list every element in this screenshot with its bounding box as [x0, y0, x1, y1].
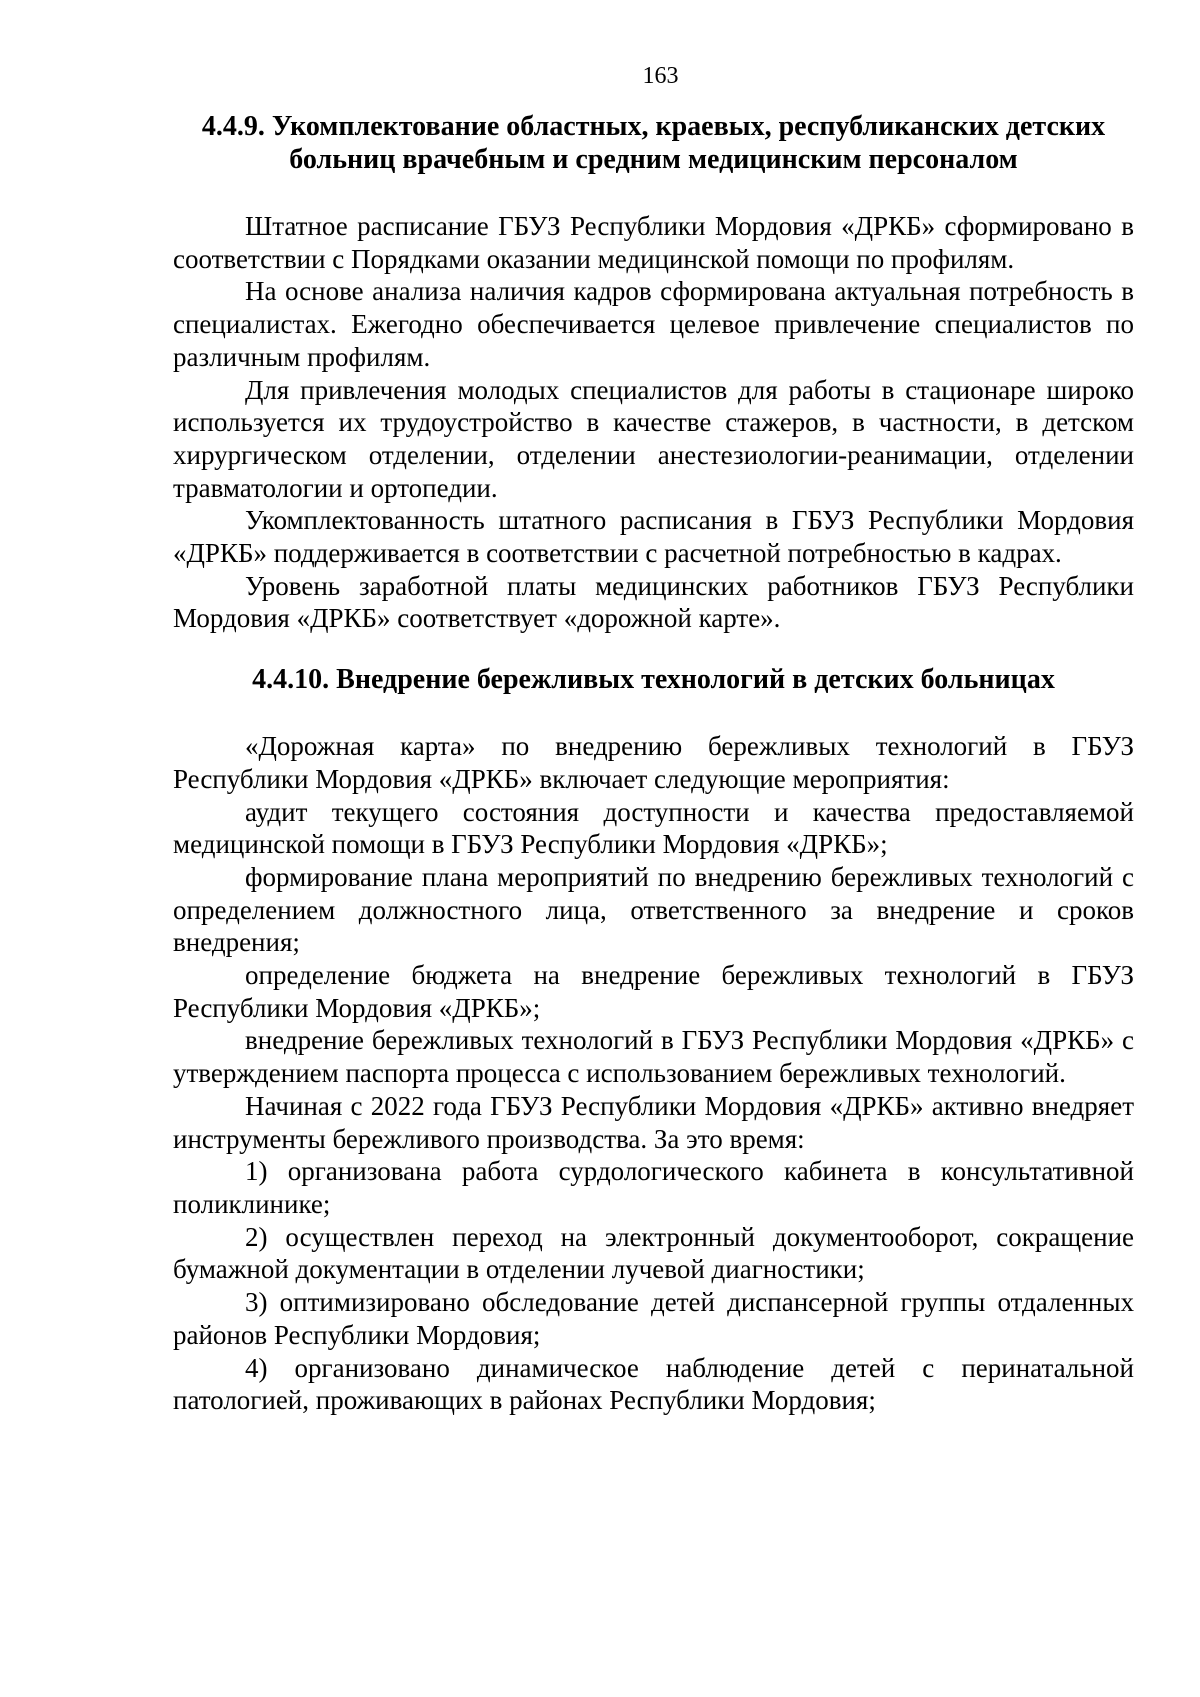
numbered-item: 4) организовано динамическое наблюдение детей с перинатальной патологией, проживающих в районах Республики Мордовия; [173, 1352, 1134, 1416]
paragraph: Укомплектованность штатного расписания в ГБУЗ Республики Мордовия «ДРКБ» поддерживается в соответствии с расчетной потребностью в кадрах. [173, 505, 1134, 569]
paragraph: Начиная с 2022 года ГБУЗ Республики Мордовия «ДРКБ» активно внедряет инструменты бережливого производства. За это время: [173, 1090, 1134, 1154]
section-4-4-9-title-line2: больниц врачебным и средним медицинским персоналом [289, 144, 1018, 175]
section-4-4-9-title [173, 110, 1134, 176]
section-4-4-9-title-line1: 4.4.9. Укомплектование областных, краевых, республиканских детских [201, 111, 1106, 142]
paragraph: Для привлечения молодых специалистов для работы в стационаре широко используется их трудоустройство в качестве стажеров, в частности, в детском хирургическом отделении, отделении анестезиологии-реанимации, отделении травматологии и ортопедии. [173, 374, 1134, 503]
list-item: внедрение бережливых технологий в ГБУЗ Республики Мордовия «ДРКБ» с утверждением паспорта процесса с использованием бережливых технологий. [173, 1025, 1134, 1089]
numbered-item: 1) организована работа сурдологического кабинета в консультативной поликлинике; [173, 1156, 1134, 1219]
page-number: 163 [642, 63, 679, 89]
paragraph: Штатное расписание ГБУЗ Республики Мордовия «ДРКБ» сформировано в соответствии с Порядками оказании медицинской помощи по профилям. [173, 211, 1134, 274]
section-4-4-10-body [173, 730, 1134, 1417]
paragraph: Уровень заработной платы медицинских работников ГБУЗ Республики Мордовия «ДРКБ» соответствует «дорожной карте». [173, 570, 1134, 634]
document-page [173, 62, 1134, 1417]
numbered-item: 2) осуществлен переход на электронный документооборот, сокращение бумажной документации в отделении лучевой диагностики; [173, 1221, 1134, 1285]
paragraph: На основе анализа наличия кадров сформирована актуальная потребность в специалистах. Ежегодно обеспечивается целевое привлечение специалистов по различным профилям. [173, 276, 1134, 372]
section-4-4-9-body [173, 210, 1134, 635]
list-item: определение бюджета на внедрение бережливых технологий в ГБУЗ Республики Мордовия «ДРКБ»; [173, 960, 1134, 1023]
paragraph: «Дорожная карта» по внедрению бережливых технологий в ГБУЗ Республики Мордовия «ДРКБ» включает следующие мероприятия: [173, 731, 1134, 794]
section-4-4-10-title: 4.4.10. Внедрение бережливых технологий в детских больницах [252, 664, 1055, 696]
list-item: аудит текущего состояния доступности и качества предоставляемой медицинской помощи в ГБУЗ Республики Мордовия «ДРКБ»; [173, 796, 1134, 860]
list-item: формирование плана мероприятий по внедрению бережливых технологий с определением должностного лица, ответственного за внедрение и сроков внедрения; [173, 861, 1134, 958]
numbered-item: 3) оптимизировано обследование детей диспансерной группы отдаленных районов Республики Мордовия; [173, 1287, 1134, 1350]
